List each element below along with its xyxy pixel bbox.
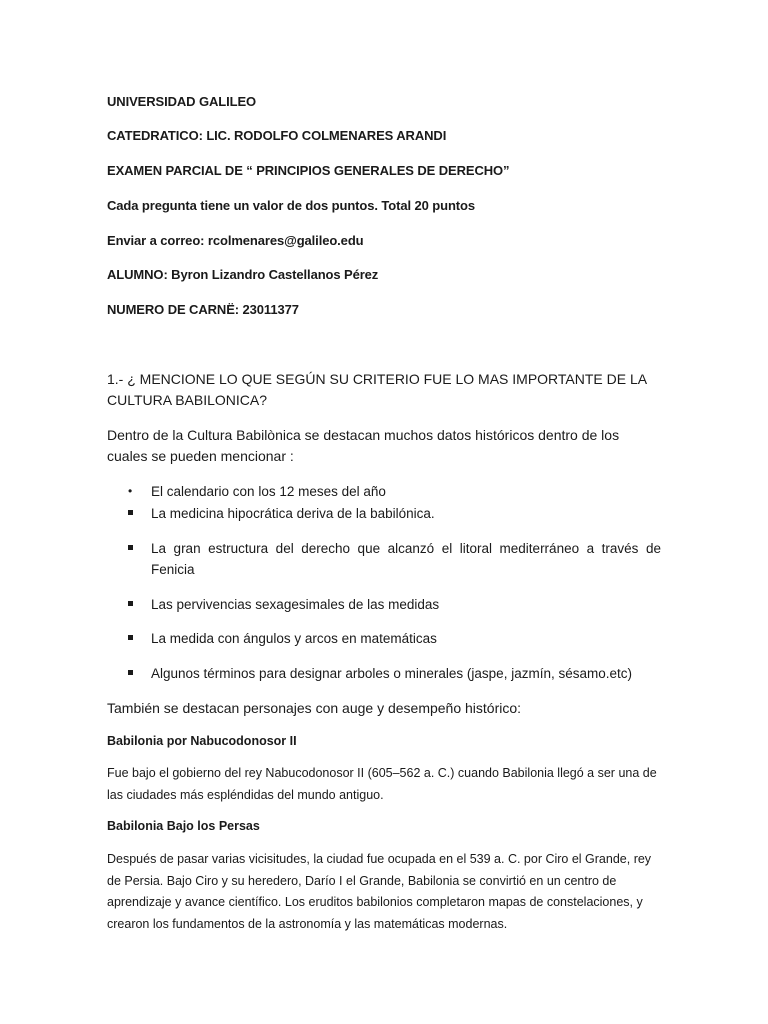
university-name: UNIVERSIDAD GALILEO bbox=[107, 94, 257, 109]
bullet-square bbox=[128, 503, 133, 524]
list-item: Las pervivencias sexagesimales de las medidas bbox=[151, 597, 440, 612]
section-heading: Babilonia Bajo los Persas bbox=[107, 819, 260, 833]
email-line: Enviar a correo: rcolmenares@galileo.edu bbox=[107, 233, 364, 248]
list-item: La gran estructura del derecho que alcanzó el litoral mediterráneo a través de Fenicia bbox=[151, 541, 661, 577]
student-line: ALUMNO: Byron Lizandro Castellanos Pérez bbox=[107, 267, 379, 282]
bullet-square bbox=[128, 663, 133, 684]
section-text: Después de pasar varias vicisitudes, la ciudad fue ocupada en el 539 a. C. por Ciro el Grande, rey de Persia. Bajo Ciro y su heredero, Darío I el Grande, Babilonia se convirtió en un centro de aprendizaje y avance científico. Los eruditos babilonios completaron mapas de constelaciones, y crearon los fundamentos de la astronomía y las matemáticas modernas. bbox=[107, 852, 652, 931]
value-note: Cada pregunta tiene un valor de dos puntos. Total 20 puntos bbox=[107, 198, 476, 213]
bullet-dot: • bbox=[128, 484, 133, 498]
section-heading: Babilonia por Nabucodonosor II bbox=[107, 734, 297, 748]
list-item: Algunos términos para designar arboles o minerales (jaspe, jazmín, sésamo.etc) bbox=[151, 666, 632, 681]
list-item: La medida con ángulos y arcos en matemáticas bbox=[151, 631, 437, 646]
bullet-square bbox=[128, 628, 133, 649]
personajes-intro: También se destacan personajes con auge y desempeño histórico: bbox=[107, 700, 522, 716]
professor-line: CATEDRATICO: LIC. RODOLFO COLMENARES ARANDI bbox=[107, 128, 447, 143]
carne-line: NUMERO DE CARNË: 23011377 bbox=[107, 302, 299, 317]
section-text: Fue bajo el gobierno del rey Nabucodonosor II (605–562 a. C.) cuando Babilonia llegó a ser una de las ciudades más espléndidas del mundo antiguo. bbox=[107, 766, 657, 802]
exam-title: EXAMEN PARCIAL DE “ PRINCIPIOS GENERALES DE DERECHO” bbox=[107, 163, 510, 178]
question-intro: Dentro de la Cultura Babilònica se destacan muchos datos históricos dentro de los cuales se pueden mencionar : bbox=[107, 427, 620, 464]
question-text: 1.- ¿ MENCIONE LO QUE SEGÚN SU CRITERIO FUE LO MAS IMPORTANTE DE LA CULTURA BABILONICA? bbox=[107, 371, 647, 408]
bullet-square bbox=[128, 594, 133, 615]
list-item: La medicina hipocrática deriva de la babilónica. bbox=[151, 506, 435, 521]
list-item: El calendario con los 12 meses del año bbox=[151, 484, 386, 499]
bullet-square bbox=[128, 538, 133, 559]
